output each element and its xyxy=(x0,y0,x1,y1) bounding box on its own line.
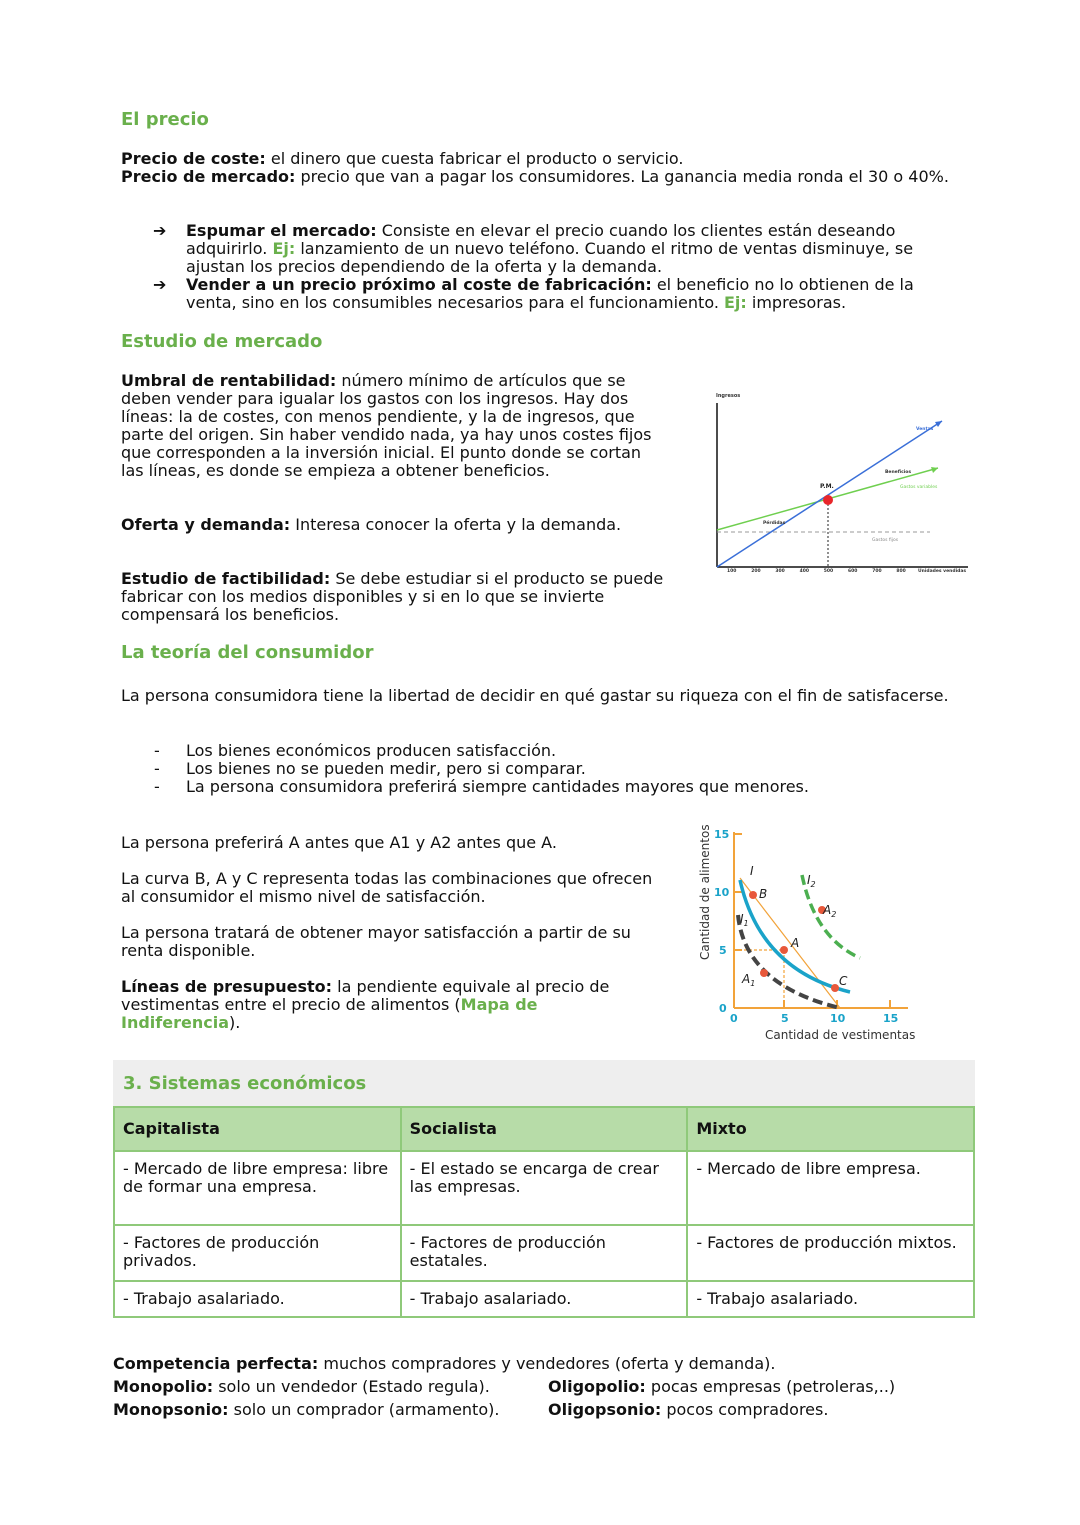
label-i1 xyxy=(740,912,749,928)
column-header: Capitalista xyxy=(114,1107,401,1151)
table-row xyxy=(114,1151,974,1225)
table-cell: - Trabajo asalariado. xyxy=(401,1281,688,1317)
monopsonio-text: solo un comprador (armamento). xyxy=(228,1400,500,1419)
breakeven-x-tick-label: 200 xyxy=(751,569,761,574)
precio-coste-paragraph xyxy=(121,150,951,168)
ejemplo-label: Ej: xyxy=(272,239,296,258)
breakeven-x-tick-label: 500 xyxy=(823,569,834,574)
perdidas-label: Pérdidas xyxy=(763,521,786,526)
precio-mercado-text: precio que van a pagar los consumidores. La ganancia media ronda el 30 o 40%. xyxy=(295,167,949,186)
oligopsonio-paragraph xyxy=(548,1401,978,1419)
table-cell: - Factores de producción privados. xyxy=(114,1225,401,1281)
label-a2-sub: 2 xyxy=(831,910,837,919)
x-tick-label: 15 xyxy=(883,1012,899,1025)
sistemas-header-bar xyxy=(113,1060,975,1106)
monopolio-label: Monopolio: xyxy=(113,1377,214,1396)
oligopolio-text: pocas empresas (petroleras,..) xyxy=(645,1377,896,1396)
point-c xyxy=(831,984,839,992)
precio-mercado-label: Precio de mercado: xyxy=(121,167,296,186)
consumidor-intro: La persona consumidora tiene la libertad de decidir en qué gastar su riqueza con el fin de satisfacerse. xyxy=(121,686,949,705)
mapa-indiferencia-label: Mapa de Indiferencia xyxy=(121,995,538,1032)
costes-arrowhead xyxy=(931,467,938,473)
lineas-end: ). xyxy=(229,1013,241,1032)
estrategia-text: Consiste en elevar el precio cuando los clientes están deseando adquirirlo. xyxy=(186,221,896,258)
ejemplo-label: Ej: xyxy=(724,293,747,312)
ventas-line xyxy=(717,421,942,567)
breakeven-ylabel: Ingresos xyxy=(716,393,741,399)
list-item-text: La persona consumidora preferirá siempre cantidades mayores que menores. xyxy=(186,777,809,796)
monopsonio-paragraph xyxy=(113,1401,543,1419)
estrategia-text: impresoras. xyxy=(746,293,847,312)
competencia-label: Competencia perfecta: xyxy=(113,1354,319,1373)
point-a xyxy=(780,946,788,954)
punto-muerto-marker xyxy=(823,495,833,505)
point-a1 xyxy=(760,969,768,977)
y-tick-label: 5 xyxy=(719,944,727,957)
label-c: C xyxy=(839,974,848,988)
table-cell: - El estado se encarga de crear las empresas. xyxy=(401,1151,688,1225)
umbral-paragraph xyxy=(121,372,666,480)
estrategia-text: el beneficio no lo obtienen de la venta, sino en los consumibles necesarios para el funcionamiento. xyxy=(186,275,914,312)
table-cell: - Mercado de libre empresa. xyxy=(687,1151,974,1225)
gastos-variables-label: Gastos variables xyxy=(900,485,938,490)
estrategia-label: Vender a un precio próximo al coste de fabricación: xyxy=(186,275,652,294)
lineas-presupuesto-paragraph xyxy=(121,978,641,1032)
label-b: B xyxy=(759,887,768,901)
breakeven-chart xyxy=(700,385,980,585)
label-a: A xyxy=(791,936,800,950)
breakeven-x-tick-label: 100 xyxy=(727,569,737,574)
indifference-chart xyxy=(690,820,920,1045)
lineas-label: Líneas de presupuesto: xyxy=(121,977,333,996)
oligopolio-label: Oligopolio: xyxy=(548,1377,646,1396)
lineas-text: la pendiente equivale al precio de vestimentas entre el precio de alimentos ( xyxy=(121,977,610,1014)
arrow-icon: ➔ xyxy=(153,221,167,240)
list-item-text: Los bienes no se pueden medir, pero si comparar. xyxy=(186,759,586,778)
column-header: Mixto xyxy=(687,1107,974,1151)
breakeven-x-tick-label: 700 xyxy=(872,569,882,574)
label-i: I xyxy=(750,864,754,878)
umbral-text: número mínimo de artículos que se deben vender para igualar los gastos con los ingresos. Hay dos líneas: la de costes, con menos pendiente, y la de ingresos, que parte del origen. Sin haber vendido nada, ya hay unos costes fijos que corresponden a la inversión inicial. El punto donde se cortan las líneas, es donde se empieza a obtener beneficios. xyxy=(121,371,652,480)
label-a2 xyxy=(822,903,836,919)
oligopsonio-text: pocos compradores. xyxy=(661,1400,829,1419)
y-tick-label: 10 xyxy=(714,886,730,899)
label-a2-main: A xyxy=(823,903,832,917)
list-item xyxy=(121,276,961,312)
beneficios-label: Beneficios xyxy=(885,470,912,475)
breakeven-xlabel: Unidades vendidas xyxy=(918,569,967,574)
sistemas-table xyxy=(113,1106,975,1318)
ventas-label: Ventas xyxy=(916,427,934,432)
section-title-consumidor: La teoría del consumidor xyxy=(121,642,374,663)
table-cell: - Trabajo asalariado. xyxy=(687,1281,974,1317)
table-cell: - Factores de producción estatales. xyxy=(401,1225,688,1281)
table-row xyxy=(114,1225,974,1281)
x-tick-label: 10 xyxy=(830,1012,846,1025)
estrategia-text: lanzamiento de un nuevo teléfono. Cuando el ritmo de ventas disminuye, se ajustan los precios dependiendo de la oferta y la demanda. xyxy=(186,239,914,276)
breakeven-x-tick-label: 800 xyxy=(896,569,906,574)
arrow-icon: ➔ xyxy=(153,275,167,294)
oferta-label: Oferta y demanda: xyxy=(121,515,291,534)
consumidor-p1: La persona preferirá A antes que A1 y A2 antes que A. xyxy=(121,833,557,852)
label-i1-sub: 1 xyxy=(743,919,749,928)
list-item-text: Los bienes económicos producen satisfacción. xyxy=(186,741,557,760)
breakeven-x-tick-label: 300 xyxy=(775,569,785,574)
breakeven-x-tick-label: 400 xyxy=(799,569,810,574)
dash-bullet: - xyxy=(154,759,160,778)
oferta-text: Interesa conocer la oferta y la demanda. xyxy=(290,515,622,534)
monopolio-paragraph xyxy=(113,1378,543,1396)
label-a1 xyxy=(741,972,755,988)
y-tick-label: 0 xyxy=(719,1002,727,1015)
list-item xyxy=(121,222,961,276)
precio-coste-text: el dinero que cuesta fabricar el producto o servicio. xyxy=(265,149,684,168)
label-i1-main: I xyxy=(740,912,744,926)
table-cell: - Factores de producción mixtos. xyxy=(687,1225,974,1281)
dash-bullet: - xyxy=(154,741,160,760)
table-header-row xyxy=(114,1107,974,1151)
consumidor-p2: La curva B, A y C representa todas las combinaciones que ofrecen al consumidor el mismo nivel de satisfacción. xyxy=(121,869,653,906)
precio-mercado-paragraph xyxy=(121,168,951,186)
y-tick-label: 15 xyxy=(714,828,730,841)
indifference-ylabel: Cantidad de alimentos xyxy=(698,824,712,960)
label-i2 xyxy=(807,873,816,889)
label-i2-sub: 2 xyxy=(810,880,816,889)
competencia-text: muchos compradores y vendedores (oferta y demanda). xyxy=(318,1354,776,1373)
section-title-sistemas: 3. Sistemas económicos xyxy=(123,1073,367,1094)
gastos-fijos-label: Gastos fijos xyxy=(872,538,899,543)
consumidor-dash-list xyxy=(121,742,961,796)
label-i2-main: I xyxy=(807,873,811,887)
x-tick-label: 5 xyxy=(781,1012,789,1025)
x-tick-label: 0 xyxy=(730,1012,738,1025)
list-item xyxy=(121,742,961,760)
breakeven-x-tick-label: 600 xyxy=(848,569,858,574)
monopolio-text: solo un vendedor (Estado regula). xyxy=(213,1377,490,1396)
pm-label: P.M. xyxy=(820,483,834,490)
monopsonio-label: Monopsonio: xyxy=(113,1400,229,1419)
table-cell: - Trabajo asalariado. xyxy=(114,1281,401,1317)
oligopsonio-label: Oligopsonio: xyxy=(548,1400,662,1419)
factibilidad-label: Estudio de factibilidad: xyxy=(121,569,331,588)
indifference-xlabel: Cantidad de vestimentas xyxy=(765,1028,916,1042)
list-item xyxy=(121,760,961,778)
consumidor-p3: La persona tratará de obtener mayor satisfacción a partir de su renta disponible. xyxy=(121,923,631,960)
column-header: Socialista xyxy=(401,1107,688,1151)
precio-arrow-list xyxy=(121,222,961,312)
precio-coste-label: Precio de coste: xyxy=(121,149,266,168)
dash-bullet: - xyxy=(154,777,160,796)
oferta-paragraph xyxy=(121,516,666,534)
section-title-precio: El precio xyxy=(121,109,209,130)
table-row xyxy=(114,1281,974,1317)
competencia-paragraph xyxy=(113,1355,973,1373)
breakeven-x-ticks xyxy=(727,568,906,574)
label-a1-main: A xyxy=(742,972,751,986)
factibilidad-text: Se debe estudiar si el producto se puede fabricar con los medios disponibles y si en lo que se invierte compensará los beneficios. xyxy=(121,569,664,624)
label-a1-sub: 1 xyxy=(750,979,756,988)
list-item xyxy=(121,778,961,796)
estrategia-label: Espumar el mercado: xyxy=(186,221,377,240)
oligopolio-paragraph xyxy=(548,1378,978,1396)
umbral-label: Umbral de rentabilidad: xyxy=(121,371,337,390)
point-b xyxy=(749,891,757,899)
factibilidad-paragraph xyxy=(121,570,666,624)
section-title-estudio: Estudio de mercado xyxy=(121,331,323,352)
table-cell: - Mercado de libre empresa: libre de formar una empresa. xyxy=(114,1151,401,1225)
